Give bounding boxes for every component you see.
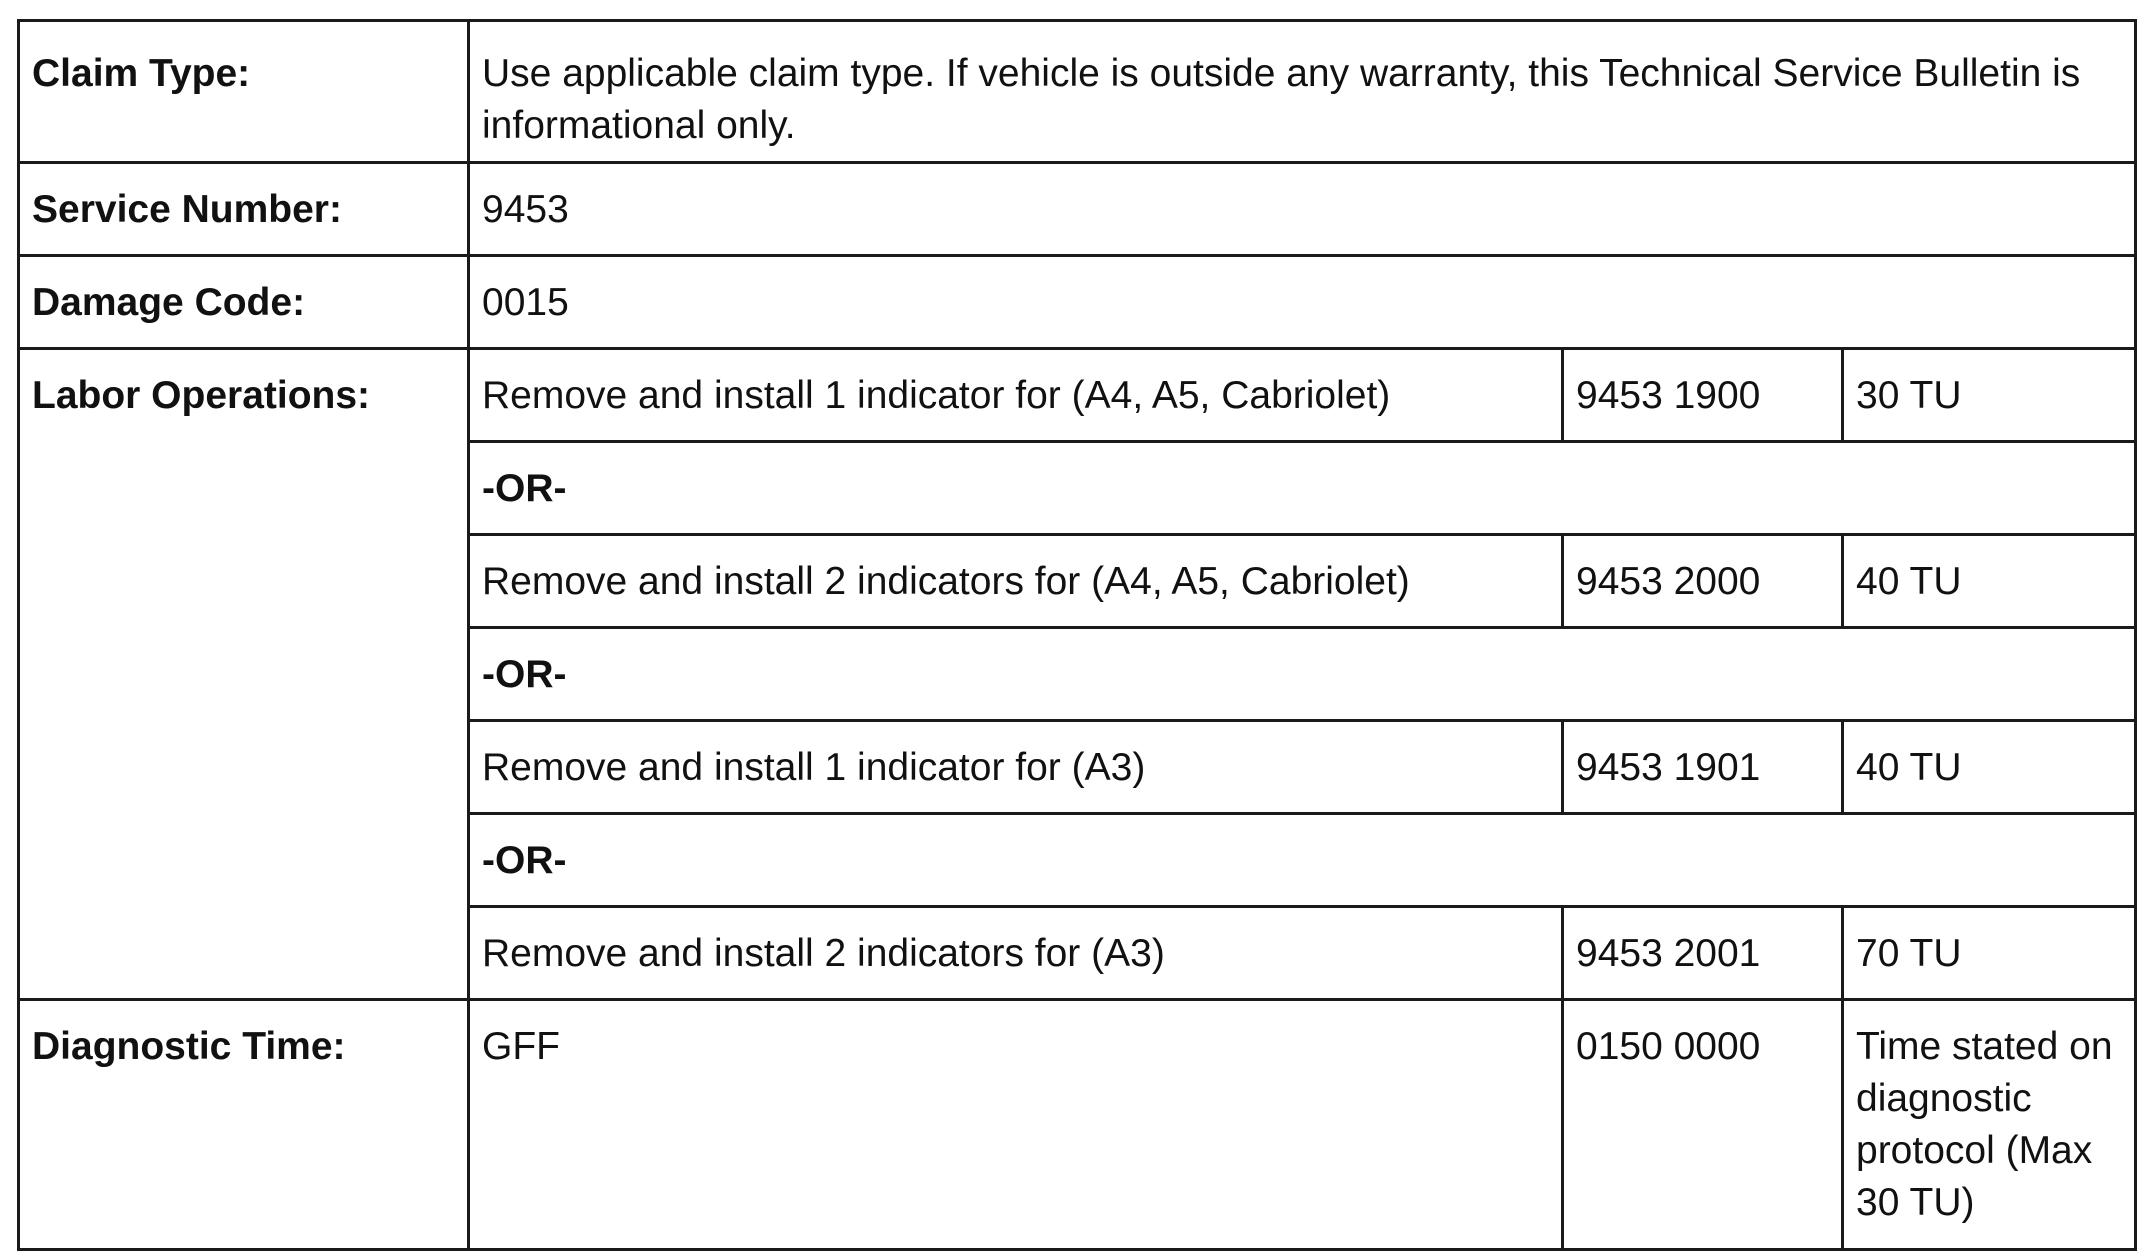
labor-operation-code: 9453 1901: [1563, 721, 1843, 814]
damage-code-label: Damage Code:: [19, 256, 469, 349]
labor-operation-code: 9453 2000: [1563, 535, 1843, 628]
labor-operation-time: 40 TU: [1843, 721, 2136, 814]
diagnostic-time-value: GFF: [469, 1000, 1563, 1250]
labor-operation-time: 30 TU: [1843, 349, 2136, 442]
labor-operation-code: 9453 1900: [1563, 349, 1843, 442]
claim-type-row: [19, 21, 2136, 163]
service-number-label: Service Number:: [19, 163, 469, 256]
labor-operation-code: 9453 2001: [1563, 907, 1843, 1000]
or-separator: -OR-: [469, 442, 2136, 535]
or-separator: -OR-: [469, 628, 2136, 721]
labor-operation-description: Remove and install 2 indicators for (A3): [469, 907, 1563, 1000]
or-separator: -OR-: [469, 814, 2136, 907]
diagnostic-time-note: Time stated on diagnostic protocol (Max 30 TU): [1843, 1000, 2136, 1250]
service-number-value: 9453: [469, 163, 2136, 256]
service-number-row: [19, 163, 2136, 256]
diagnostic-time-code: 0150 0000: [1563, 1000, 1843, 1250]
claim-type-label: Claim Type:: [19, 21, 469, 163]
diagnostic-time-row: [19, 1000, 2136, 1250]
labor-operation-time: 40 TU: [1843, 535, 2136, 628]
warranty-info-table: [17, 19, 2137, 1251]
labor-operation-row: [19, 349, 2136, 442]
damage-code-value: 0015: [469, 256, 2136, 349]
labor-operation-description: Remove and install 2 indicators for (A4, A5, Cabriolet): [469, 535, 1563, 628]
labor-operation-time: 70 TU: [1843, 907, 2136, 1000]
damage-code-row: [19, 256, 2136, 349]
labor-operation-description: Remove and install 1 indicator for (A4, A5, Cabriolet): [469, 349, 1563, 442]
labor-operations-label: Labor Operations:: [19, 349, 469, 1000]
labor-operation-description: Remove and install 1 indicator for (A3): [469, 721, 1563, 814]
diagnostic-time-label: Diagnostic Time:: [19, 1000, 469, 1250]
claim-type-value: Use applicable claim type. If vehicle is outside any warranty, this Technical Service Bulletin is informational only.: [469, 21, 2136, 163]
